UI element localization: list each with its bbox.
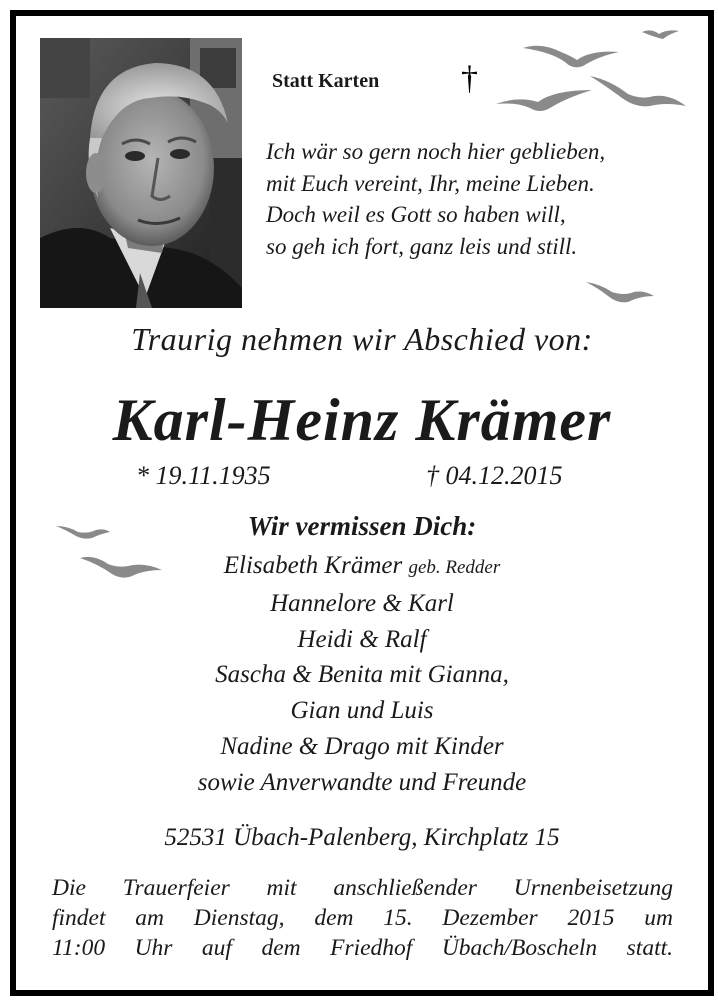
poem-line: so geh ich fort, ganz leis und still. bbox=[266, 233, 578, 259]
portrait-photo bbox=[40, 38, 242, 308]
family-name: Elisabeth Krämer bbox=[223, 552, 403, 579]
bird-icon bbox=[584, 278, 656, 304]
poem-line: Ich wär so gern noch hier geblieben, bbox=[266, 139, 606, 164]
birth-date: * 19.11.1935 bbox=[136, 461, 271, 490]
funeral-notice bbox=[52, 873, 673, 963]
bird-icon bbox=[588, 72, 688, 112]
family-line bbox=[16, 548, 708, 586]
farewell-lead: Traurig nehmen wir Abschied von: bbox=[131, 321, 593, 357]
death-date: † 04.12.2015 bbox=[426, 461, 563, 490]
poem-line: mit Euch vereint, Ihr, meine Lieben. bbox=[266, 170, 595, 196]
poem-line: Doch weil es Gott so haben will, bbox=[266, 202, 566, 227]
family-line: Nadine & Drago mit Kinder bbox=[220, 732, 504, 760]
maiden-name: geb. Redder bbox=[408, 557, 501, 578]
address: 52531 Übach-Palenberg, Kirchplatz 15 bbox=[164, 824, 560, 851]
bird-icon bbox=[641, 26, 681, 42]
notice-line: Die Trauerfeier mit anschließender Urnenbeisetzung bbox=[52, 875, 673, 901]
notice-line: 11:00 Uhr auf dem Friedhof Übach/Boscheln statt. bbox=[52, 935, 673, 961]
header-title: Statt Karten bbox=[272, 70, 380, 92]
cross-icon: † bbox=[461, 60, 478, 97]
poem bbox=[266, 136, 696, 262]
portrait-image bbox=[40, 38, 242, 308]
obituary-card bbox=[10, 10, 714, 996]
family-line: Sascha & Benita mit Gianna, bbox=[215, 661, 509, 689]
family-line: sowie Anverwandte und Freunde bbox=[197, 768, 527, 796]
deceased-name: Karl-Heinz Krämer bbox=[112, 387, 612, 453]
family-line: Heidi & Ralf bbox=[297, 625, 427, 653]
notice-line: findet am Dienstag, dem 15. Dezember 2015 um bbox=[52, 905, 673, 931]
family-list bbox=[16, 548, 708, 801]
family-line: Hannelore & Karl bbox=[270, 589, 454, 617]
family-line: Gian und Luis bbox=[290, 697, 434, 725]
miss-heading: Wir vermissen Dich: bbox=[247, 511, 477, 541]
bird-icon bbox=[494, 86, 594, 116]
bird-icon bbox=[521, 40, 621, 74]
